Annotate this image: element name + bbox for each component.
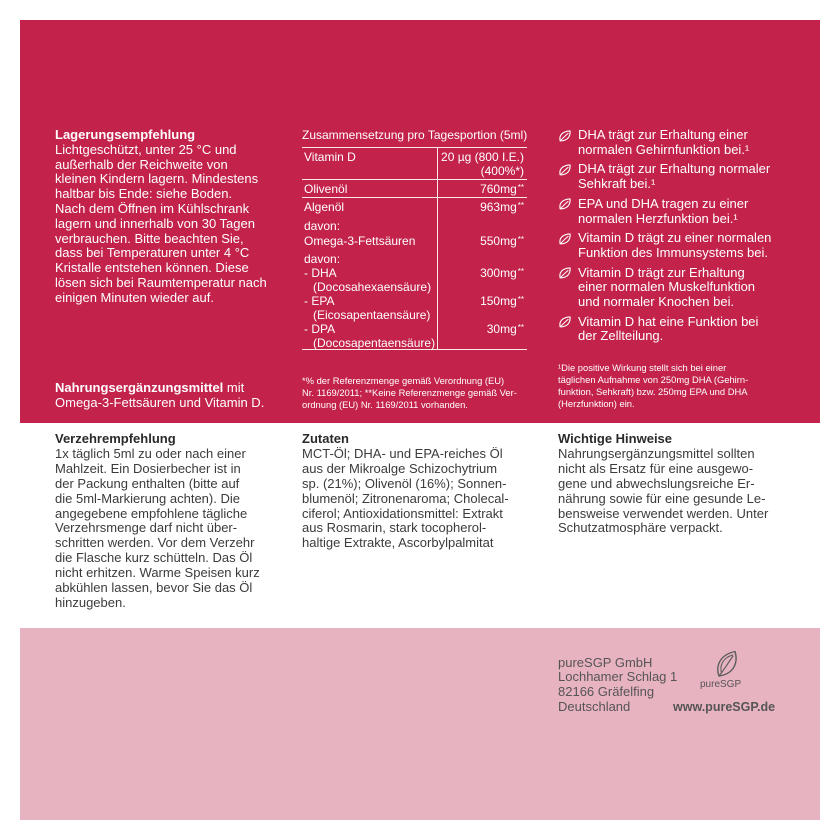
- notes-line: nährung sowie für eine gesunde Le-: [558, 490, 766, 506]
- product-category: Nahrungsergänzungsmittel: [55, 380, 224, 395]
- nutrient-name: davon:: [304, 252, 341, 266]
- nutrient-amount: 963mg: [480, 200, 517, 214]
- ingredients-line: aus Rosmarin, stark tocopherol-: [302, 520, 487, 536]
- leaf-icon: [558, 232, 572, 246]
- nutrient-amount-line: [438, 322, 524, 336]
- composition-row: [302, 148, 527, 180]
- usage-line: nicht erhitzen. Warme Speisen kurz: [55, 565, 260, 581]
- notes-line: Nahrungsergänzungsmittel sollten: [558, 445, 755, 461]
- storage-line: lagern und innerhalb von 30 Tagen: [55, 215, 255, 231]
- composition-heading: Zusammensetzung pro Tagesportion (5ml): [302, 128, 528, 142]
- leaf-logo-icon: [714, 649, 740, 679]
- storage-section: [55, 128, 267, 306]
- storage-line: haltbar bis Ende: siehe Boden.: [55, 186, 233, 202]
- ingredients-section: [302, 432, 509, 551]
- usage-line: hinzugeben.: [55, 594, 126, 610]
- nutrient-name: Algenöl: [304, 200, 345, 214]
- composition-name: [302, 216, 438, 249]
- storage-line: einigen Minuten wieder auf.: [55, 289, 214, 305]
- nutrient-name: Olivenöl: [304, 182, 348, 196]
- health-claim: [558, 266, 771, 310]
- composition-footnote: [302, 375, 517, 411]
- usage-line: Verzehrsmenge darf nicht über-: [55, 520, 238, 536]
- notes-line: gene und abwechslungsreiche Er-: [558, 475, 755, 491]
- composition-name: [302, 148, 438, 179]
- ingredients-line: sp. (21%); Olivenöl (16%); Sonnen-: [302, 475, 507, 491]
- notes-heading: Wichtige Hinweise: [558, 431, 673, 446]
- usage-line: abkühlen lassen, bevor Sie das Öl: [55, 580, 253, 596]
- claim-line: Vitamin D hat eine Funktion bei: [578, 313, 759, 329]
- storage-line: Lichtgeschützt, unter 25 °C und: [55, 141, 237, 157]
- nutrient-amount-line: [438, 180, 524, 198]
- reference-percent: (400%*): [480, 163, 524, 178]
- footnote-line: ordnung (EU) Nr. 1169/2011 vorhanden.: [302, 399, 468, 410]
- product-category-suffix: mit: [223, 380, 245, 395]
- footnote-mark: **: [517, 183, 524, 192]
- website: www.pureSGP.de: [673, 699, 776, 714]
- usage-line: schritten werden. Vor dem Verzehr: [55, 535, 255, 551]
- composition-value: [438, 249, 527, 294]
- notes-line: Schutzatmosphäre verpackt.: [558, 520, 723, 536]
- footnote-line: *% der Referenzmenge gemäß Verordnung (EU): [302, 375, 505, 386]
- nutrient-amount: 300mg: [480, 266, 517, 280]
- storage-line: verbrauchen. Bitte beachten Sie,: [55, 230, 244, 246]
- claim-line: Vitamin D trägt zu einer normalen: [578, 230, 772, 246]
- health-claim: [558, 197, 771, 226]
- claim-line: normalen Gehirnfunktion bei.¹: [578, 141, 750, 157]
- usage-section: [55, 432, 260, 611]
- footnote-line: täglichen Aufnahme von 250mg DHA (Gehirn-: [558, 374, 749, 385]
- footnote-mark: **: [517, 323, 524, 332]
- bottom-panel: [20, 628, 820, 820]
- nutrient-amount: 550mg: [480, 233, 517, 248]
- claim-line: DHA trägt zur Erhaltung normaler: [578, 161, 771, 177]
- claim-line: einer normalen Muskelfunktion: [578, 279, 756, 295]
- ingredients-heading: Zutaten: [302, 431, 349, 446]
- nutrient-name: (Docosahexaensäure): [313, 280, 432, 294]
- composition-name: [302, 198, 438, 216]
- usage-line: angegebene empfohlene tägliche: [55, 505, 248, 521]
- address-line: Deutschland: [558, 698, 631, 714]
- nutrient-name: Omega-3-Fettsäuren: [304, 233, 416, 248]
- composition-row: [302, 249, 527, 294]
- composition-value: [438, 322, 527, 349]
- claim-line: Funktion des Immunsystems bei.: [578, 244, 769, 260]
- claims-footnote: [558, 362, 748, 410]
- nutrient-amount: 760mg: [480, 182, 517, 196]
- notes-section: [558, 432, 768, 536]
- claim-text: [578, 162, 770, 191]
- usage-line: Mahlzeit. Ein Dosierbecher ist in: [55, 460, 241, 476]
- footnote-line: funktion, Sehkraft) bzw. 250mg EPA und DHA: [558, 386, 748, 397]
- composition-value: [438, 198, 527, 216]
- nutrient-name: (Eicosapentaensäure): [313, 308, 431, 322]
- nutrient-name: davon:: [304, 219, 341, 233]
- footnote-mark: **: [517, 295, 524, 304]
- composition-table: [302, 147, 527, 350]
- health-claim: [558, 162, 771, 191]
- composition-row: [302, 216, 527, 249]
- ingredients-line: ciferol; Antioxidationsmittel: Extrakt: [302, 505, 503, 521]
- nutrient-amount-line: [438, 234, 524, 249]
- health-claim: [558, 231, 771, 260]
- leaf-icon: [558, 163, 572, 177]
- usage-line: die Flasche kurz schütteln. Das Öl: [55, 550, 253, 566]
- ingredients-line: haltige Extrakte, Ascorbylpalmitat: [302, 535, 494, 551]
- ingredients-line: blumenöl; Zitronenaroma; Cholecal-: [302, 490, 509, 506]
- leaf-icon: [558, 266, 572, 280]
- nutrient-amount-line: [438, 294, 524, 308]
- footnote-line: ¹Die positive Wirkung stellt sich bei einer: [558, 362, 727, 373]
- claim-line: Sehkraft bei.¹: [578, 176, 656, 192]
- notes-line: nicht als Ersatz für eine ausgewo-: [558, 460, 754, 476]
- nutrient-amount: 20 µg (800 I.E.): [441, 150, 524, 164]
- product-type-line: Omega-3-Fettsäuren und Vitamin D.: [55, 394, 265, 410]
- claim-line: DHA trägt zur Erhaltung einer: [578, 127, 748, 142]
- nutrient-name: Vitamin D: [304, 150, 356, 164]
- storage-line: dass bei Temperaturen unter 4 °C: [55, 245, 250, 261]
- claim-line: normalen Herzfunktion bei.¹: [578, 210, 738, 226]
- usage-heading: Verzehrempfehlung: [55, 431, 176, 446]
- logo-wordmark: pureSGP: [700, 679, 742, 690]
- composition-row: [302, 198, 527, 216]
- company-address: [558, 656, 677, 715]
- usage-line: der Packung enthalten (bitte auf: [55, 475, 240, 491]
- claim-line: Vitamin D trägt zur Erhaltung: [578, 264, 745, 280]
- claim-line: der Zellteilung.: [578, 328, 664, 344]
- storage-line: Nach dem Öffnen im Kühlschrank: [55, 200, 250, 216]
- claim-line: EPA und DHA tragen zu einer: [578, 195, 749, 211]
- composition-row: [302, 180, 527, 198]
- product-type-line: [55, 381, 264, 396]
- storage-line: außerhalb der Reichweite von: [55, 156, 228, 172]
- usage-line: 1x täglich 5ml zu oder nach einer: [55, 445, 246, 461]
- health-claim: [558, 128, 771, 157]
- composition-name: [302, 249, 438, 294]
- claim-text: [578, 128, 749, 157]
- nutrient-name: - DHA: [304, 266, 337, 280]
- composition-row: [302, 322, 527, 350]
- nutrient-name: - DPA: [304, 322, 336, 336]
- nutrient-amount-line: [438, 198, 524, 216]
- storage-heading: Lagerungsempfehlung: [55, 127, 196, 142]
- composition-name: [302, 180, 438, 197]
- footnote-mark: **: [517, 267, 524, 276]
- claim-text: [578, 315, 758, 344]
- address-line: Lochhamer Schlag 1: [558, 669, 678, 685]
- address-line: pureSGP GmbH: [558, 654, 653, 670]
- composition-value: [438, 294, 527, 322]
- usage-line: die 5ml-Markierung achten). Die: [55, 490, 240, 506]
- composition-value: [438, 180, 527, 197]
- claim-text: [578, 197, 748, 226]
- nutrient-amount-line: [438, 266, 524, 280]
- footnote-line: Nr. 1169/2011; **Keine Referenzmenge gemäß Ver-: [302, 387, 517, 398]
- composition-value: [438, 148, 527, 179]
- leaf-icon: [558, 129, 572, 143]
- storage-line: kleinen Kindern lagern. Mindestens: [55, 171, 259, 187]
- leaf-icon: [558, 197, 572, 211]
- nutrient-amount: 30mg: [486, 322, 517, 336]
- footnote-mark: **: [517, 201, 524, 210]
- footnote-mark: **: [517, 234, 524, 244]
- storage-line: lösen sich bei Raumtemperatur nach: [55, 274, 267, 290]
- ingredients-line: MCT-Öl; DHA- und EPA-reiches Öl: [302, 445, 503, 461]
- composition-row: [302, 294, 527, 322]
- notes-line: bensweise verwendet werden. Unter: [558, 505, 769, 521]
- composition-value: [438, 216, 527, 249]
- address-line: 82166 Gräfelfing: [558, 683, 655, 699]
- ingredients-line: aus der Mikroalge Schizochytrium: [302, 460, 498, 476]
- product-type: [55, 381, 264, 410]
- composition-name: [302, 294, 438, 322]
- footnote-line: (Herzfunktion) ein.: [558, 398, 635, 409]
- health-claims: [558, 128, 771, 344]
- claim-text: [578, 266, 755, 310]
- nutrient-name: - EPA: [304, 294, 335, 308]
- composition-name: [302, 322, 438, 349]
- health-claim: [558, 315, 771, 344]
- storage-line: Kristalle entstehen können. Diese: [55, 260, 249, 276]
- nutrient-name: (Docosapentaensäure): [313, 336, 436, 350]
- nutrient-amount: 150mg: [480, 294, 517, 308]
- claim-line: und normaler Knochen bei.: [578, 294, 735, 310]
- claim-text: [578, 231, 771, 260]
- leaf-icon: [558, 315, 572, 329]
